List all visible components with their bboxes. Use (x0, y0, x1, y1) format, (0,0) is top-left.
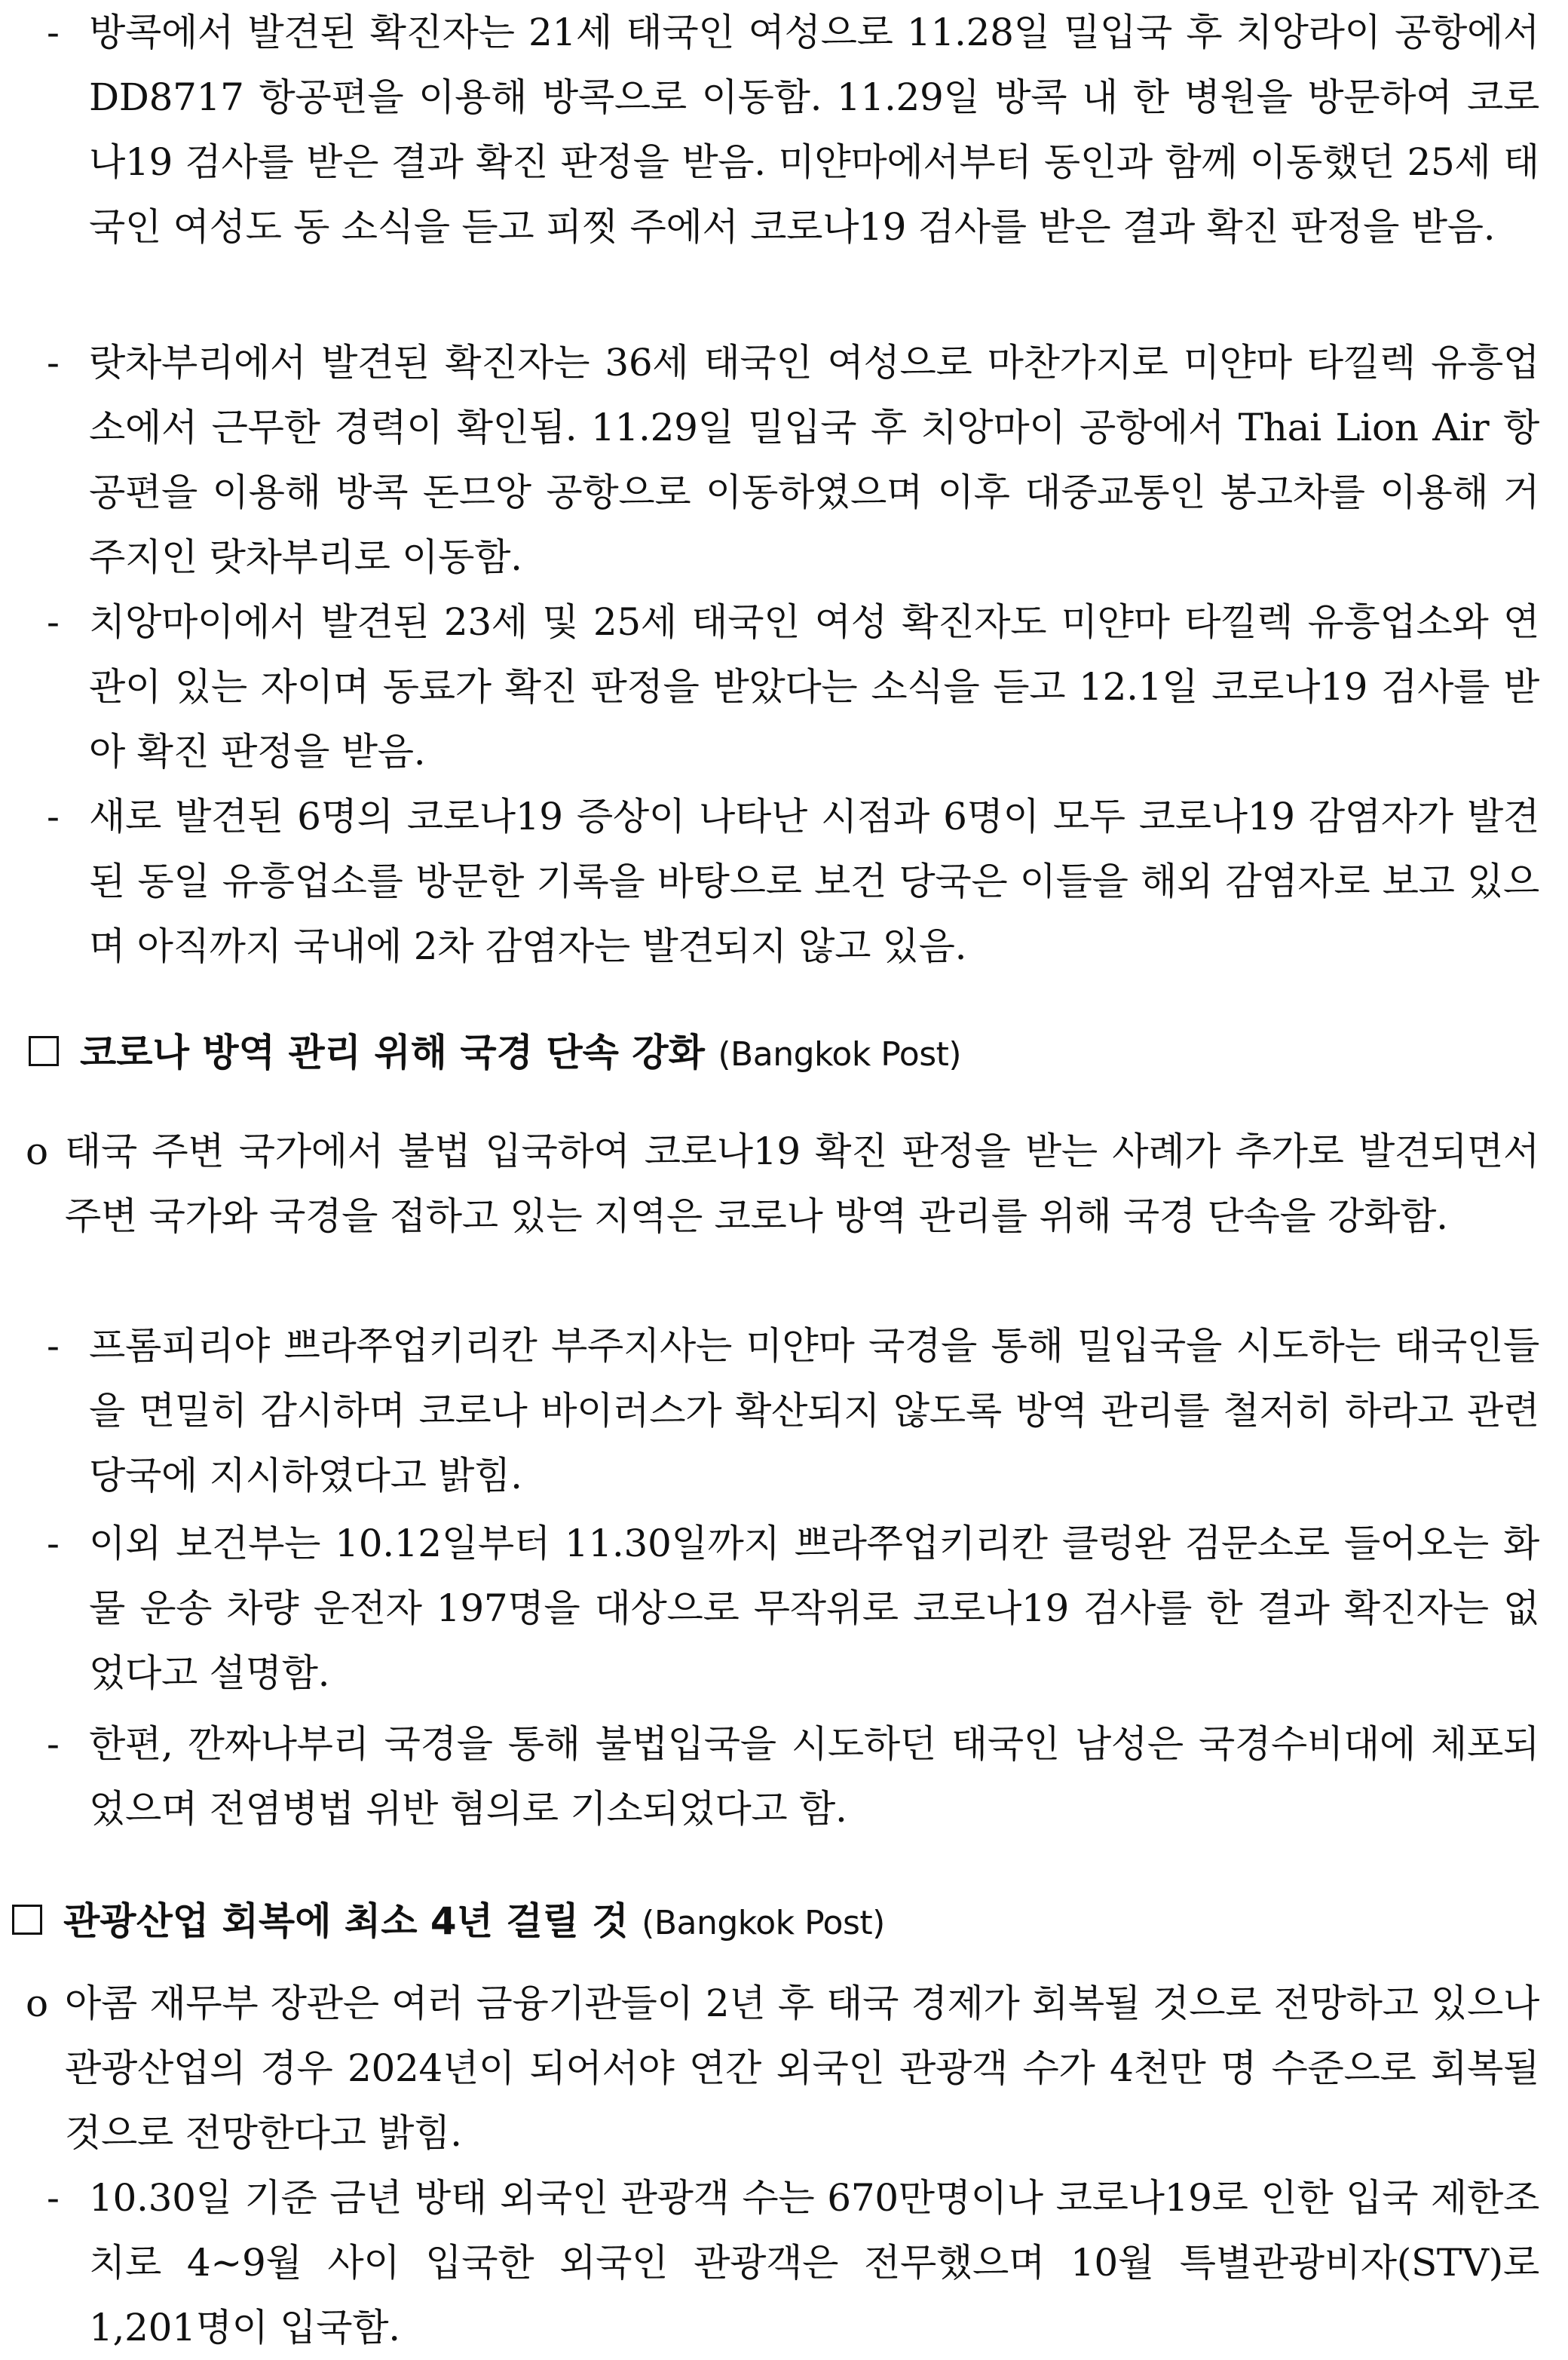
list-item (0, 330, 1539, 590)
dash-marker: - (47, 795, 60, 838)
list-item (0, 784, 1539, 979)
list-item (0, 1119, 1539, 1249)
dash-marker: - (47, 2176, 60, 2220)
section-border-items-4 (0, 1712, 1568, 1841)
item-text: 한편, 깐짜나부리 국경을 통해 불법입국을 시도하던 태국인 남성은 국경수비대에 체포되었으며 전염병법 위반 혐의로 기소되었다고 함. (89, 1722, 1539, 1831)
section-covid-cases-3 (0, 590, 1568, 784)
item-text: 새로 발견된 6명의 코로나19 증상이 나타난 시점과 6명이 모두 코로나19 감염자가 발견된 동일 유흥업소를 방문한 기록을 바탕으로 보건 당국은 이들을 해외 감염자로 보고 있으며 아직까지 국내에 2차 감염자는 발견되지 않고 있음. (89, 795, 1539, 968)
dash-marker: - (47, 1722, 60, 1766)
dash-marker: - (47, 1324, 60, 1368)
list-item (0, 2165, 1539, 2360)
section-border-items (0, 1119, 1568, 1249)
section-tourism-items-2 (0, 2165, 1568, 2360)
heading-source: (Bangkok Post) (642, 1904, 885, 1942)
section-heading (0, 1891, 1551, 1954)
item-text: 방콕에서 발견된 확진자는 21세 태국인 여성으로 11.28일 밀입국 후 치앙라이 공항에서 DD8717 항공편을 이용해 방콕으로 이동함. 11.29일 방콕 내 한 병원을 방문하여 코로나19 검사를 받은 결과 확진 판정을 받음. 미얀마에서부터 동인과 함께 이동했던 25세 태국인 여성도 동 소식을 듣고 피찟 주에서 코로나19 검사를 받은 결과 확진 판정을 받음. (89, 11, 1539, 249)
list-item (0, 1712, 1539, 1841)
circle-marker: o (26, 1981, 48, 2025)
section-covid-cases-4 (0, 784, 1568, 979)
item-text: 10.30일 기준 금년 방태 외국인 관광객 수는 670만명이나 코로나19로 인한 입국 제한조치로 4~9월 사이 입국한 외국인 관광객은 전무했으며 10월 특별관광비자(STV)로 1,201명이 입국함. (89, 2176, 1539, 2349)
list-item (0, 1971, 1539, 2165)
item-text: 프롬피리야 쁘라쭈업키리칸 부주지사는 미얀마 국경을 통해 밀입국을 시도하는 태국인들을 면밀히 감시하며 코로나 바이러스가 확산되지 않도록 방역 관리를 철저히 하라고 관련 당국에 지시하였다고 밝힘. (89, 1324, 1539, 1497)
section-tourism-recovery (0, 1891, 1551, 1954)
dash-marker: - (47, 11, 60, 54)
item-text: 치앙마이에서 발견된 23세 및 25세 태국인 여성 확진자도 미얀마 타낄렉 유흥업소와 연관이 있는 자이며 동료가 확진 판정을 받았다는 소식을 듣고 12.1일 코로나19 검사를 받아 확진 판정을 받음. (89, 600, 1539, 774)
section-heading (0, 1022, 1568, 1085)
circle-marker: o (26, 1129, 48, 1173)
dash-marker: - (47, 1522, 60, 1565)
section-border-items-2 (0, 1313, 1568, 1508)
list-item (0, 0, 1539, 259)
dash-marker: - (47, 600, 60, 644)
list-item (0, 1511, 1539, 1706)
section-border-control (0, 1022, 1568, 1085)
checkbox-square-icon (12, 1905, 42, 1935)
section-covid-cases (0, 0, 1568, 259)
section-border-items-3 (0, 1511, 1568, 1706)
heading-title: 코로나 방역 관리 위해 국경 단속 강화 (80, 1031, 705, 1074)
item-text: 태국 주변 국가에서 불법 입국하여 코로나19 확진 판정을 받는 사례가 추가로 발견되면서 주변 국가와 국경을 접하고 있는 지역은 코로나 방역 관리를 위해 국경 단속을 강화함. (65, 1129, 1539, 1238)
item-text: 아콤 재무부 장관은 여러 금융기관들이 2년 후 태국 경제가 회복될 것으로 전망하고 있으나 관광산업의 경우 2024년이 되어서야 연간 외국인 관광객 수가 4천만 명 수준으로 회복될 것으로 전망한다고 밝힘. (65, 1981, 1539, 2155)
item-text: 랏차부리에서 발견된 확진자는 36세 태국인 여성으로 마찬가지로 미얀마 타낄렉 유흥업소에서 근무한 경력이 확인됨. 11.29일 밀입국 후 치앙마이 공항에서 Thai Lion Air 항공편을 이용해 방콕 돈므앙 공항으로 이동하였으며 이후 대중교통인 봉고차를 이용해 거주지인 랏차부리로 이동함. (89, 341, 1539, 579)
section-tourism-items (0, 1971, 1568, 2165)
list-item (0, 1313, 1539, 1508)
section-covid-cases-2 (0, 330, 1568, 590)
item-text: 이외 보건부는 10.12일부터 11.30일까지 쁘라쭈업키리칸 클렁완 검문소로 들어오는 화물 운송 차량 운전자 197명을 대상으로 무작위로 코로나19 검사를 한 결과 확진자는 없었다고 설명함. (89, 1522, 1539, 1695)
heading-title: 관광산업 회복에 최소 4년 걸릴 것 (63, 1899, 629, 1943)
checkbox-square-icon (29, 1036, 59, 1066)
dash-marker: - (47, 341, 60, 385)
list-item (0, 590, 1539, 784)
heading-source: (Bangkok Post) (718, 1035, 962, 1074)
